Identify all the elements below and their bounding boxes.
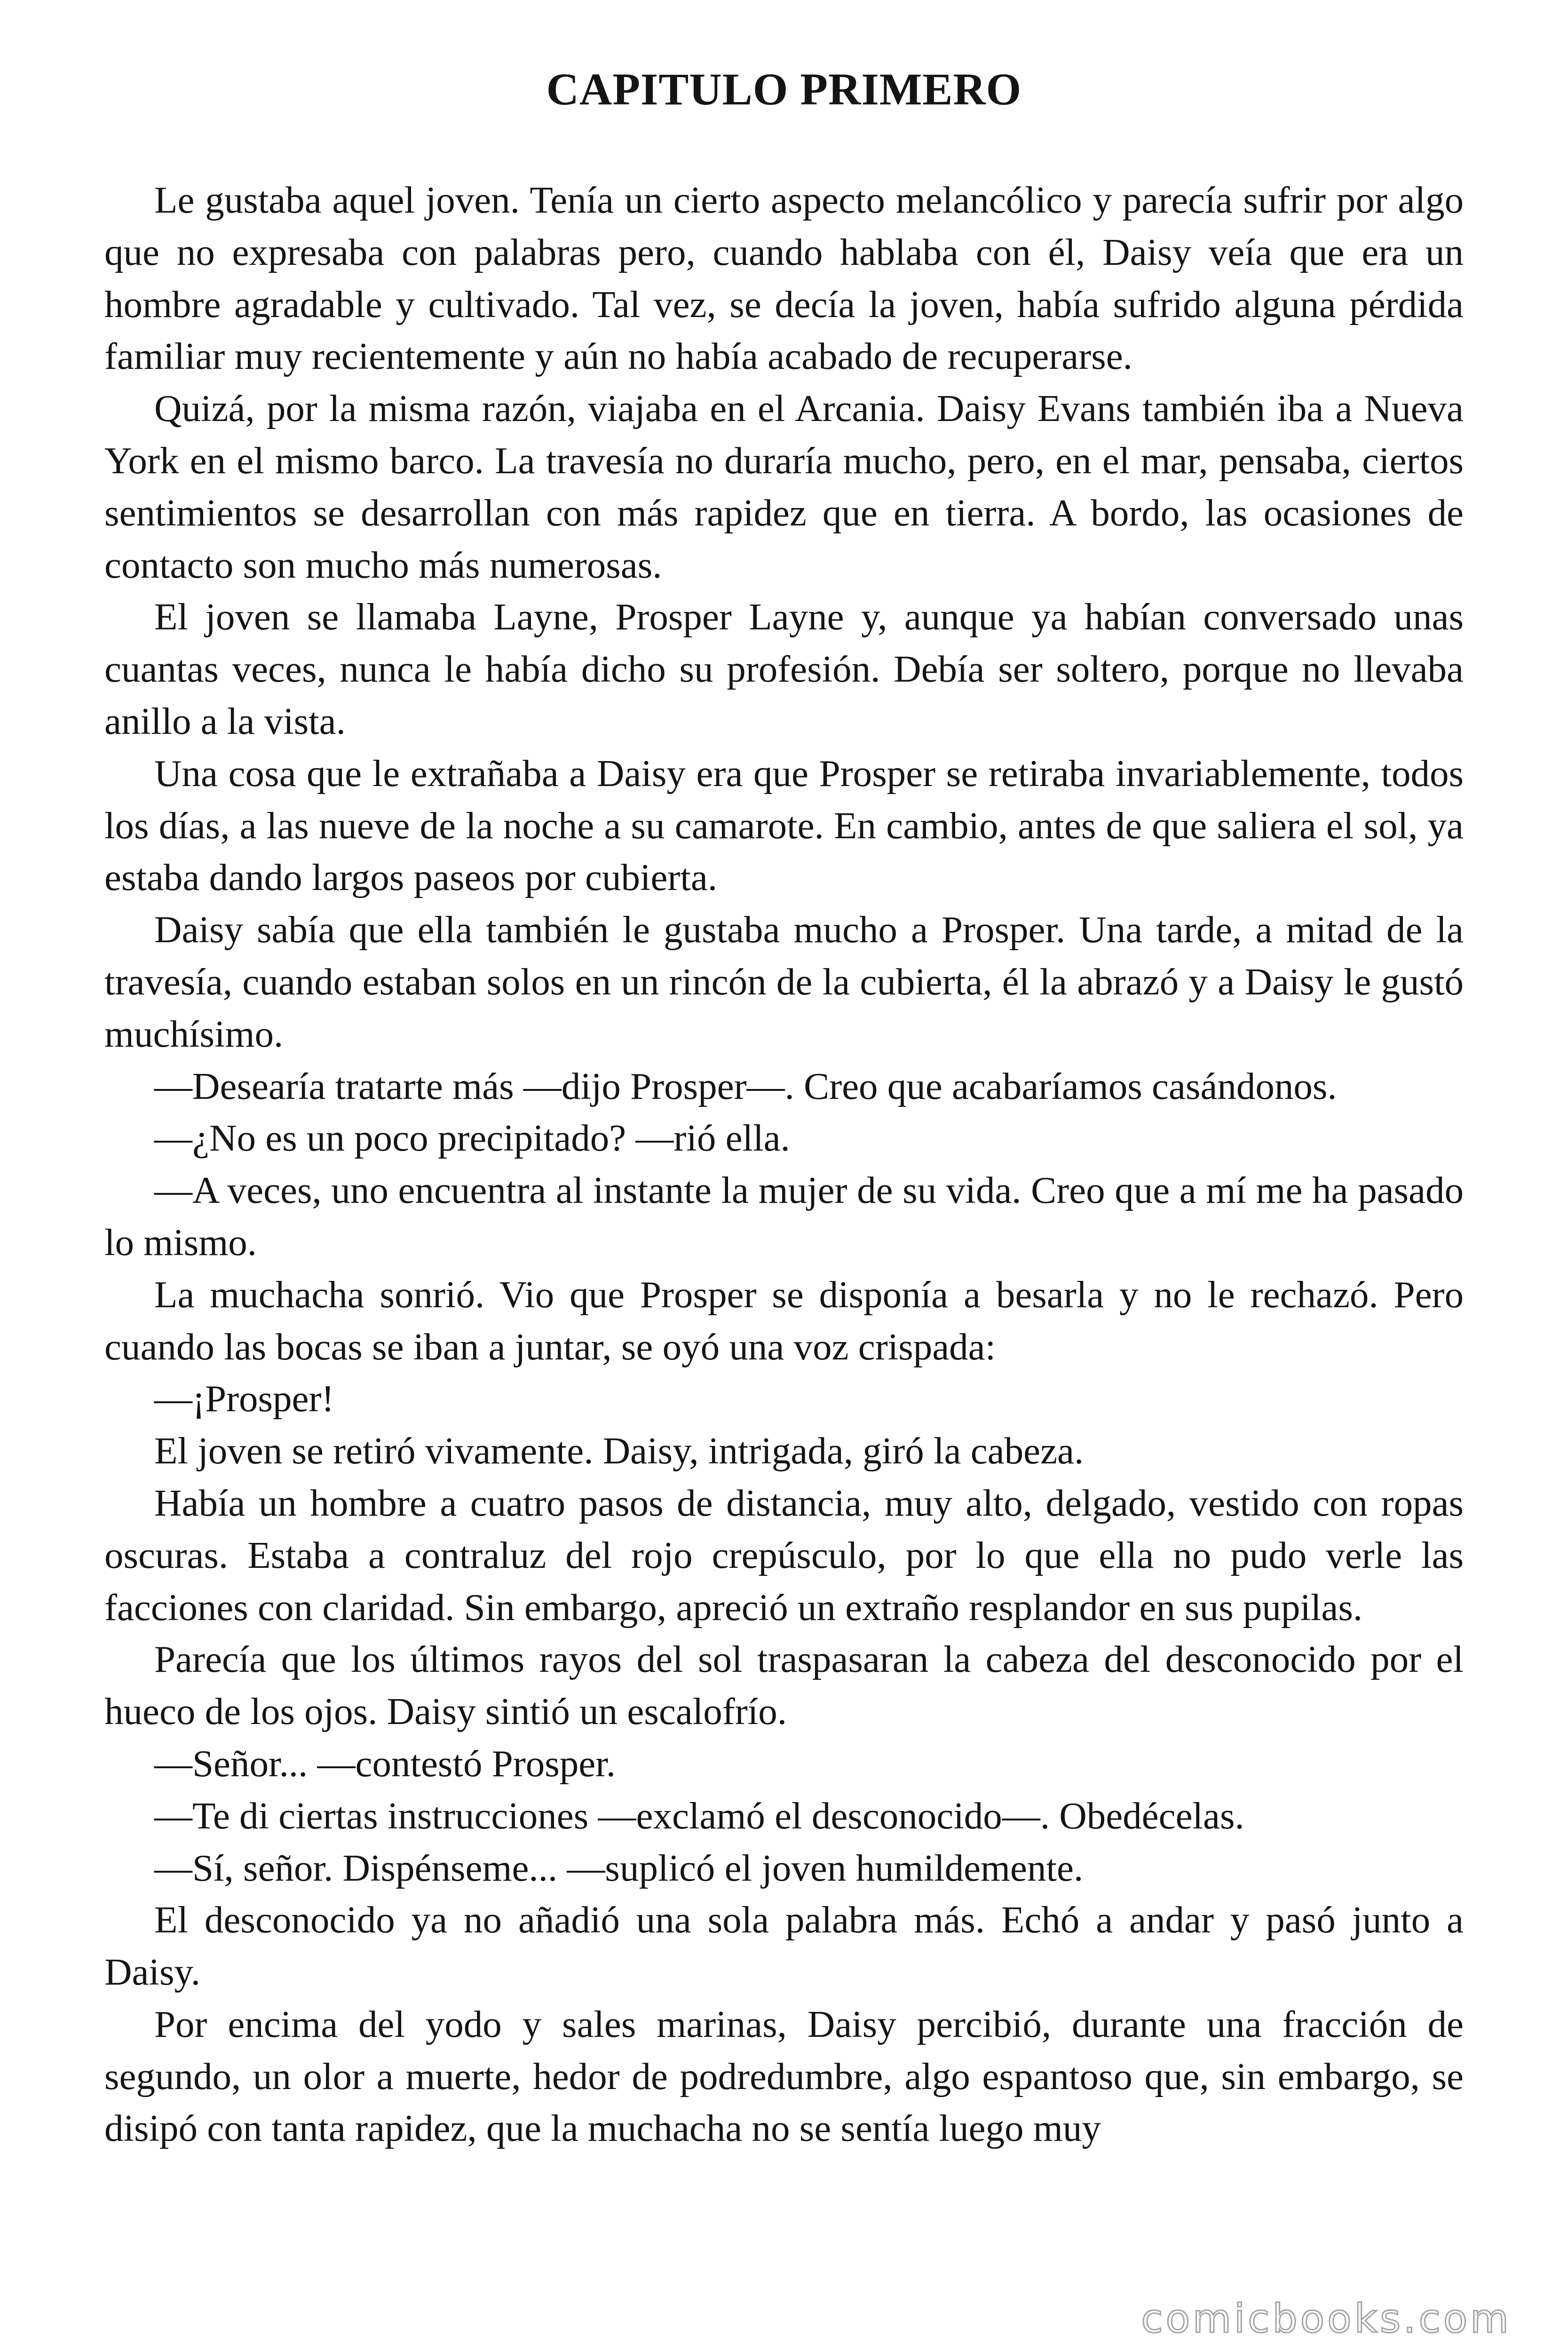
paragraph: Le gustaba aquel joven. Tenía un cierto aspecto melancólico y parecía sufrir por algo que no expresaba con palabras pero, cuando hablaba con él, Daisy veía que era un hombre agradable y cultivado. Tal vez, se decía la joven, había sufrido alguna pérdida familiar muy recientemente y aún no había acabado de recuperarse. [104,179,1464,378]
dialogue-paragraph: —Desearía tratarte más —dijo Prosper—. Creo que acabaríamos casándonos. [154,1065,1337,1107]
paragraph: La muchacha sonrió. Vio que Prosper se disponía a besarla y no le rechazó. Pero cuando las bocas se iban a juntar, se oyó una voz crispada: [104,1273,1464,1368]
dialogue-paragraph: —Señor... —contestó Prosper. [154,1742,616,1785]
body-text [104,174,1464,2154]
paragraph: Una cosa que le extrañaba a Daisy era que Prosper se retiraba invariablemente, todos los días, a las nueve de la noche a su camarote. En cambio, antes de que saliera el sol, ya estaba dando largos paseos por cubierta. [104,752,1464,899]
paragraph: Parecía que los últimos rayos del sol traspasaran la cabeza del desconocido por el hueco de los ojos. Daisy sintió un escalofrío. [104,1638,1464,1733]
chapter-title: CAPITULO PRIMERO [546,64,1022,114]
paragraph: Por encima del yodo y sales marinas, Daisy percibió, durante una fracción de segundo, un olor a muerte, hedor de podredumbre, algo espantoso que, sin embargo, se disipó con tanta rapidez, que la muchacha no se sentía luego muy [104,2002,1464,2150]
dialogue-paragraph: —¿No es un poco precipitado? —rió ella. [154,1117,790,1160]
paragraph: Daisy sabía que ella también le gustaba mucho a Prosper. Una tarde, a mitad de la travesía, cuando estaban solos en un rincón de la cubierta, él la abrazó y a Daisy le gustó muchísimo. [104,908,1464,1055]
dialogue-paragraph: —Te di ciertas instrucciones —exclamó el desconocido—. Obedécelas. [154,1794,1244,1837]
paragraph: El joven se retiró vivamente. Daisy, intrigada, giró la cabeza. [154,1430,1084,1472]
paragraph: El desconocido ya no añadió una sola palabra más. Echó a andar y pasó junto a Daisy. [104,1899,1464,1994]
dialogue-paragraph: —¡Prosper! [154,1377,334,1420]
dialogue-paragraph: —A veces, uno encuentra al instante la mujer de su vida. Creo que a mí me ha pasado lo mismo. [104,1169,1464,1263]
dialogue-paragraph: —Sí, señor. Dispénseme... —suplicó el joven humildemente. [154,1846,1084,1889]
paragraph: Había un hombre a cuatro pasos de distancia, muy alto, delgado, vestido con ropas oscuras. Estaba a contraluz del rojo crepúsculo, por lo que ella no pudo verle las facciones con claridad. Sin embargo, apreció un extraño resplandor en sus pupilas. [104,1481,1464,1629]
paragraph: Quizá, por la misma razón, viajaba en el Arcania. Daisy Evans también iba a Nueva York en el mismo barco. La travesía no duraría mucho, pero, en el mar, pensaba, ciertos sentimientos se desarrollan con más rapidez que en tierra. A bordo, las ocasiones de contacto son mucho más numerosas. [104,387,1464,586]
paragraph: El joven se llamaba Layne, Prosper Layne y, aunque ya habían conversado unas cuantas veces, nunca le había dicho su profesión. Debía ser soltero, porque no llevaba anillo a la vista. [104,596,1464,742]
watermark: comicbooks.com [1141,2296,1512,2342]
